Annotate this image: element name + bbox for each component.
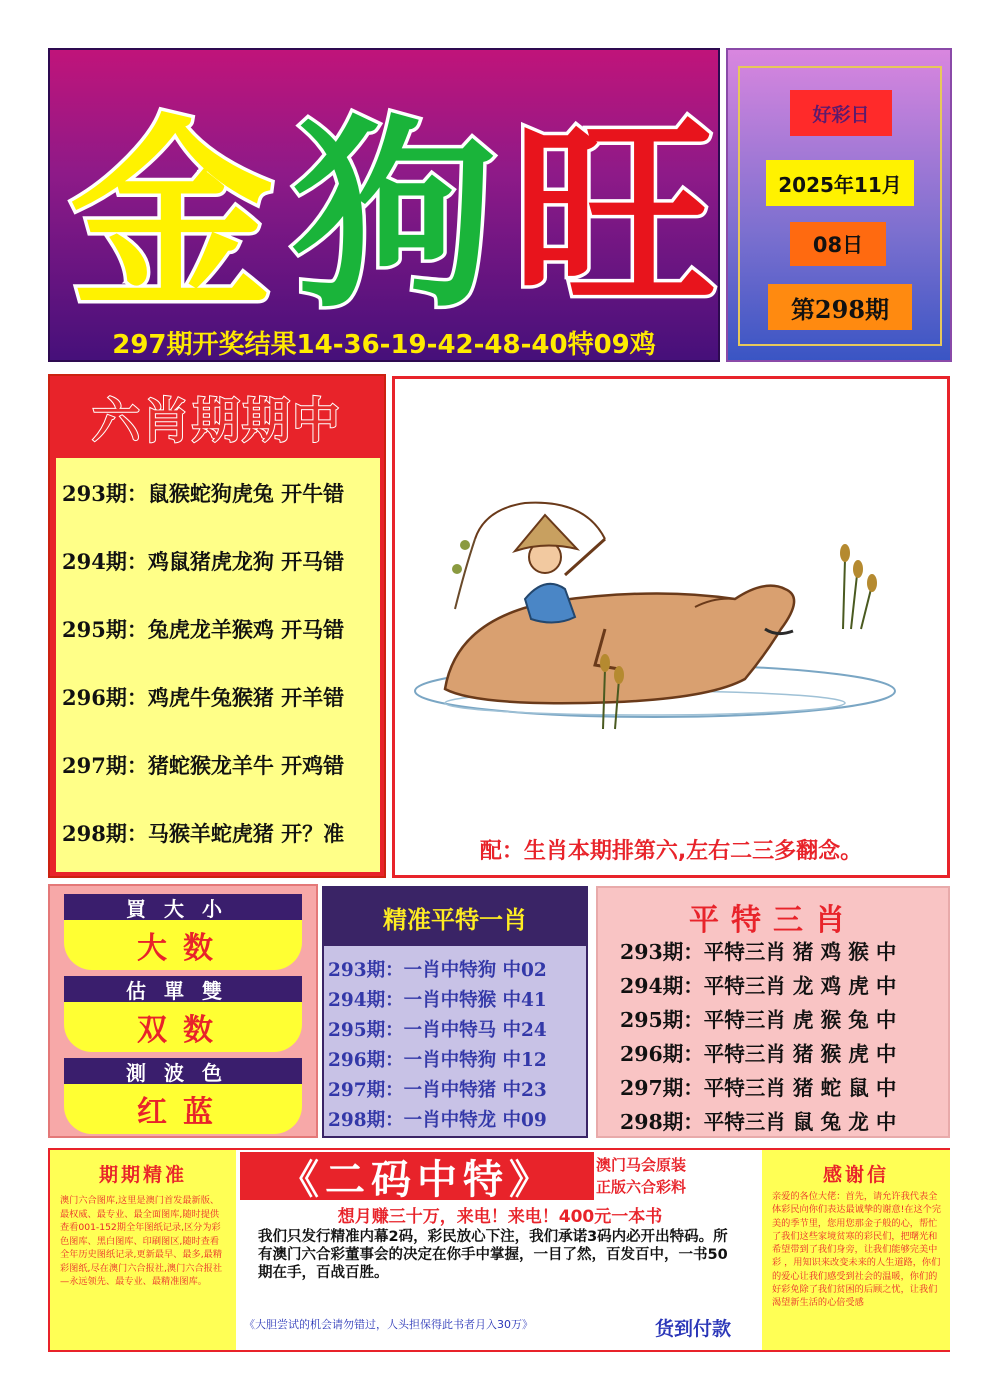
six-zodiac-title: 六肖期期中 bbox=[91, 392, 342, 449]
issue-sidebar bbox=[726, 48, 952, 362]
ad-body: 我们只发行精准内幕2码，彩民放心下注，我们承诺3码内必开出特码。所有澳门六合彩董事会的决定在你手中掌握，一目了然，百发百中，一书50期在手，百战百胜。 bbox=[258, 1229, 728, 1281]
list-item: 295期：兔虎龙羊猴鸡 开马错 bbox=[62, 617, 345, 642]
issue-number: 第298期 bbox=[768, 284, 912, 330]
issue-day: 08日 bbox=[790, 222, 886, 266]
accurate-text: 澳门六合图库,这里是澳门首发最新版、最权威、最专业、最全面图库,随时提供查看001-152期全年图纸记录,区分为彩色图库、黑白图库、印刷图区,随时查看全年历史图纸记录,更新最早、最多,最精彩图纸,尽在澳门六合报社,澳门六合报社—永远领先、最专业、最精准图库。 bbox=[60, 1195, 223, 1287]
thanks-letter-text: 亲爱的各位大佬：首先，请允许我代表全体彩民向你们表达最诚挚的谢意!在这个完美的季节里，您用您那金子般的心，帮忙了我们这些家境贫寒的彩民们，把曙光和希望带到了我们身旁，让我们能够完美中彩 ，用知识来改变未来的人生道路，你们的爱心让我们感受到社会的温暖，你们的好彩免除了我们贫困的后顾之忧，让我们渴望新生活的心倍受感 bbox=[772, 1191, 942, 1309]
two-code-ad bbox=[238, 1150, 762, 1350]
source-line: 澳门马会原装 bbox=[596, 1156, 687, 1174]
previous-draw-result: 297期开奖结果14-36-19-42-48-40特09鸡 bbox=[112, 329, 656, 360]
list-item: 294期：鸡鼠猪虎龙狗 开马错 bbox=[62, 549, 345, 574]
band-value: 双数 bbox=[64, 1002, 302, 1052]
riddle-picture-box bbox=[392, 376, 950, 878]
slogan: 想月赚三十万，来电！来电！400元一本书 bbox=[337, 1206, 663, 1227]
six-zodiac-list bbox=[54, 456, 382, 874]
six-zodiac-panel bbox=[48, 374, 386, 878]
band-value: 大数 bbox=[64, 920, 302, 970]
list-item: 296期：鸡虎牛兔猴猪 开羊错 bbox=[62, 685, 345, 710]
list-item: 297期：一肖中特猪 中23 bbox=[328, 1080, 547, 1101]
band-header: 估單雙 bbox=[64, 976, 302, 1002]
thanks-letter-column bbox=[762, 1150, 950, 1350]
special-three-title: 平特三肖 bbox=[689, 903, 857, 938]
cash-on-delivery: 货到付款 bbox=[654, 1317, 731, 1340]
special-one-zodiac-panel bbox=[322, 886, 588, 1138]
band-value: 红蓝 bbox=[64, 1084, 302, 1134]
title-char-prosper: 旺 bbox=[512, 99, 716, 336]
list-item: 298期：平特三肖 鼠 兔 龙 中 bbox=[620, 1110, 897, 1134]
year-month: 2025年11月 bbox=[766, 160, 914, 206]
two-code-source bbox=[596, 1154, 760, 1200]
band-header: 買大小 bbox=[64, 894, 302, 920]
two-code-title: 《二码中特》 bbox=[240, 1152, 594, 1200]
list-item: 294期：一肖中特猴 中41 bbox=[328, 990, 547, 1011]
big-small-odd-even-color-box bbox=[48, 884, 318, 1138]
list-item: 293期：一肖中特狗 中02 bbox=[328, 960, 547, 981]
accurate-title: 期期精准 bbox=[98, 1163, 187, 1186]
band-header: 測波色 bbox=[64, 1058, 302, 1084]
list-item: 297期：猪蛇猴龙羊牛 开鸡错 bbox=[62, 753, 345, 778]
accurate-column bbox=[50, 1150, 236, 1350]
list-item: 293期：平特三肖 猪 鸡 猴 中 bbox=[620, 940, 897, 964]
thanks-letter-title: 感谢信 bbox=[822, 1163, 889, 1186]
buffalo-boy-illustration bbox=[405, 479, 935, 749]
list-item: 296期：一肖中特狗 中12 bbox=[328, 1050, 547, 1071]
list-item: 296期：平特三肖 猪 猴 虎 中 bbox=[620, 1042, 897, 1066]
masthead bbox=[48, 48, 720, 362]
list-item: 298期：一肖中特龙 中09 bbox=[328, 1110, 547, 1131]
advert-footer bbox=[48, 1148, 950, 1352]
list-item: 298期：马猴羊蛇虎猪 开？准 bbox=[62, 821, 345, 846]
title-char-gold: 金 bbox=[70, 99, 274, 336]
ad-footnote: 《大胆尝试的机会请勿错过，人头担保得此书者月入30万》 bbox=[244, 1318, 533, 1331]
list-item: 297期：平特三肖 猪 蛇 鼠 中 bbox=[620, 1076, 897, 1100]
list-item: 295期：一肖中特马 中24 bbox=[328, 1020, 547, 1041]
lucky-day-label: 好彩日 bbox=[790, 90, 892, 136]
riddle-caption: 配：生肖本期排第六,左右二三多翻念。 bbox=[479, 838, 863, 864]
list-item: 293期：鼠猴蛇狗虎兔 开牛错 bbox=[62, 481, 345, 506]
special-one-title: 精准平特一肖 bbox=[324, 888, 586, 946]
source-line: 正版六合彩料 bbox=[596, 1178, 687, 1196]
special-three-zodiac-panel bbox=[596, 886, 950, 1138]
list-item: 295期：平特三肖 虎 猴 兔 中 bbox=[620, 1008, 897, 1032]
list-item: 294期：平特三肖 龙 鸡 虎 中 bbox=[620, 974, 897, 998]
title-char-dog: 狗 bbox=[292, 99, 496, 336]
